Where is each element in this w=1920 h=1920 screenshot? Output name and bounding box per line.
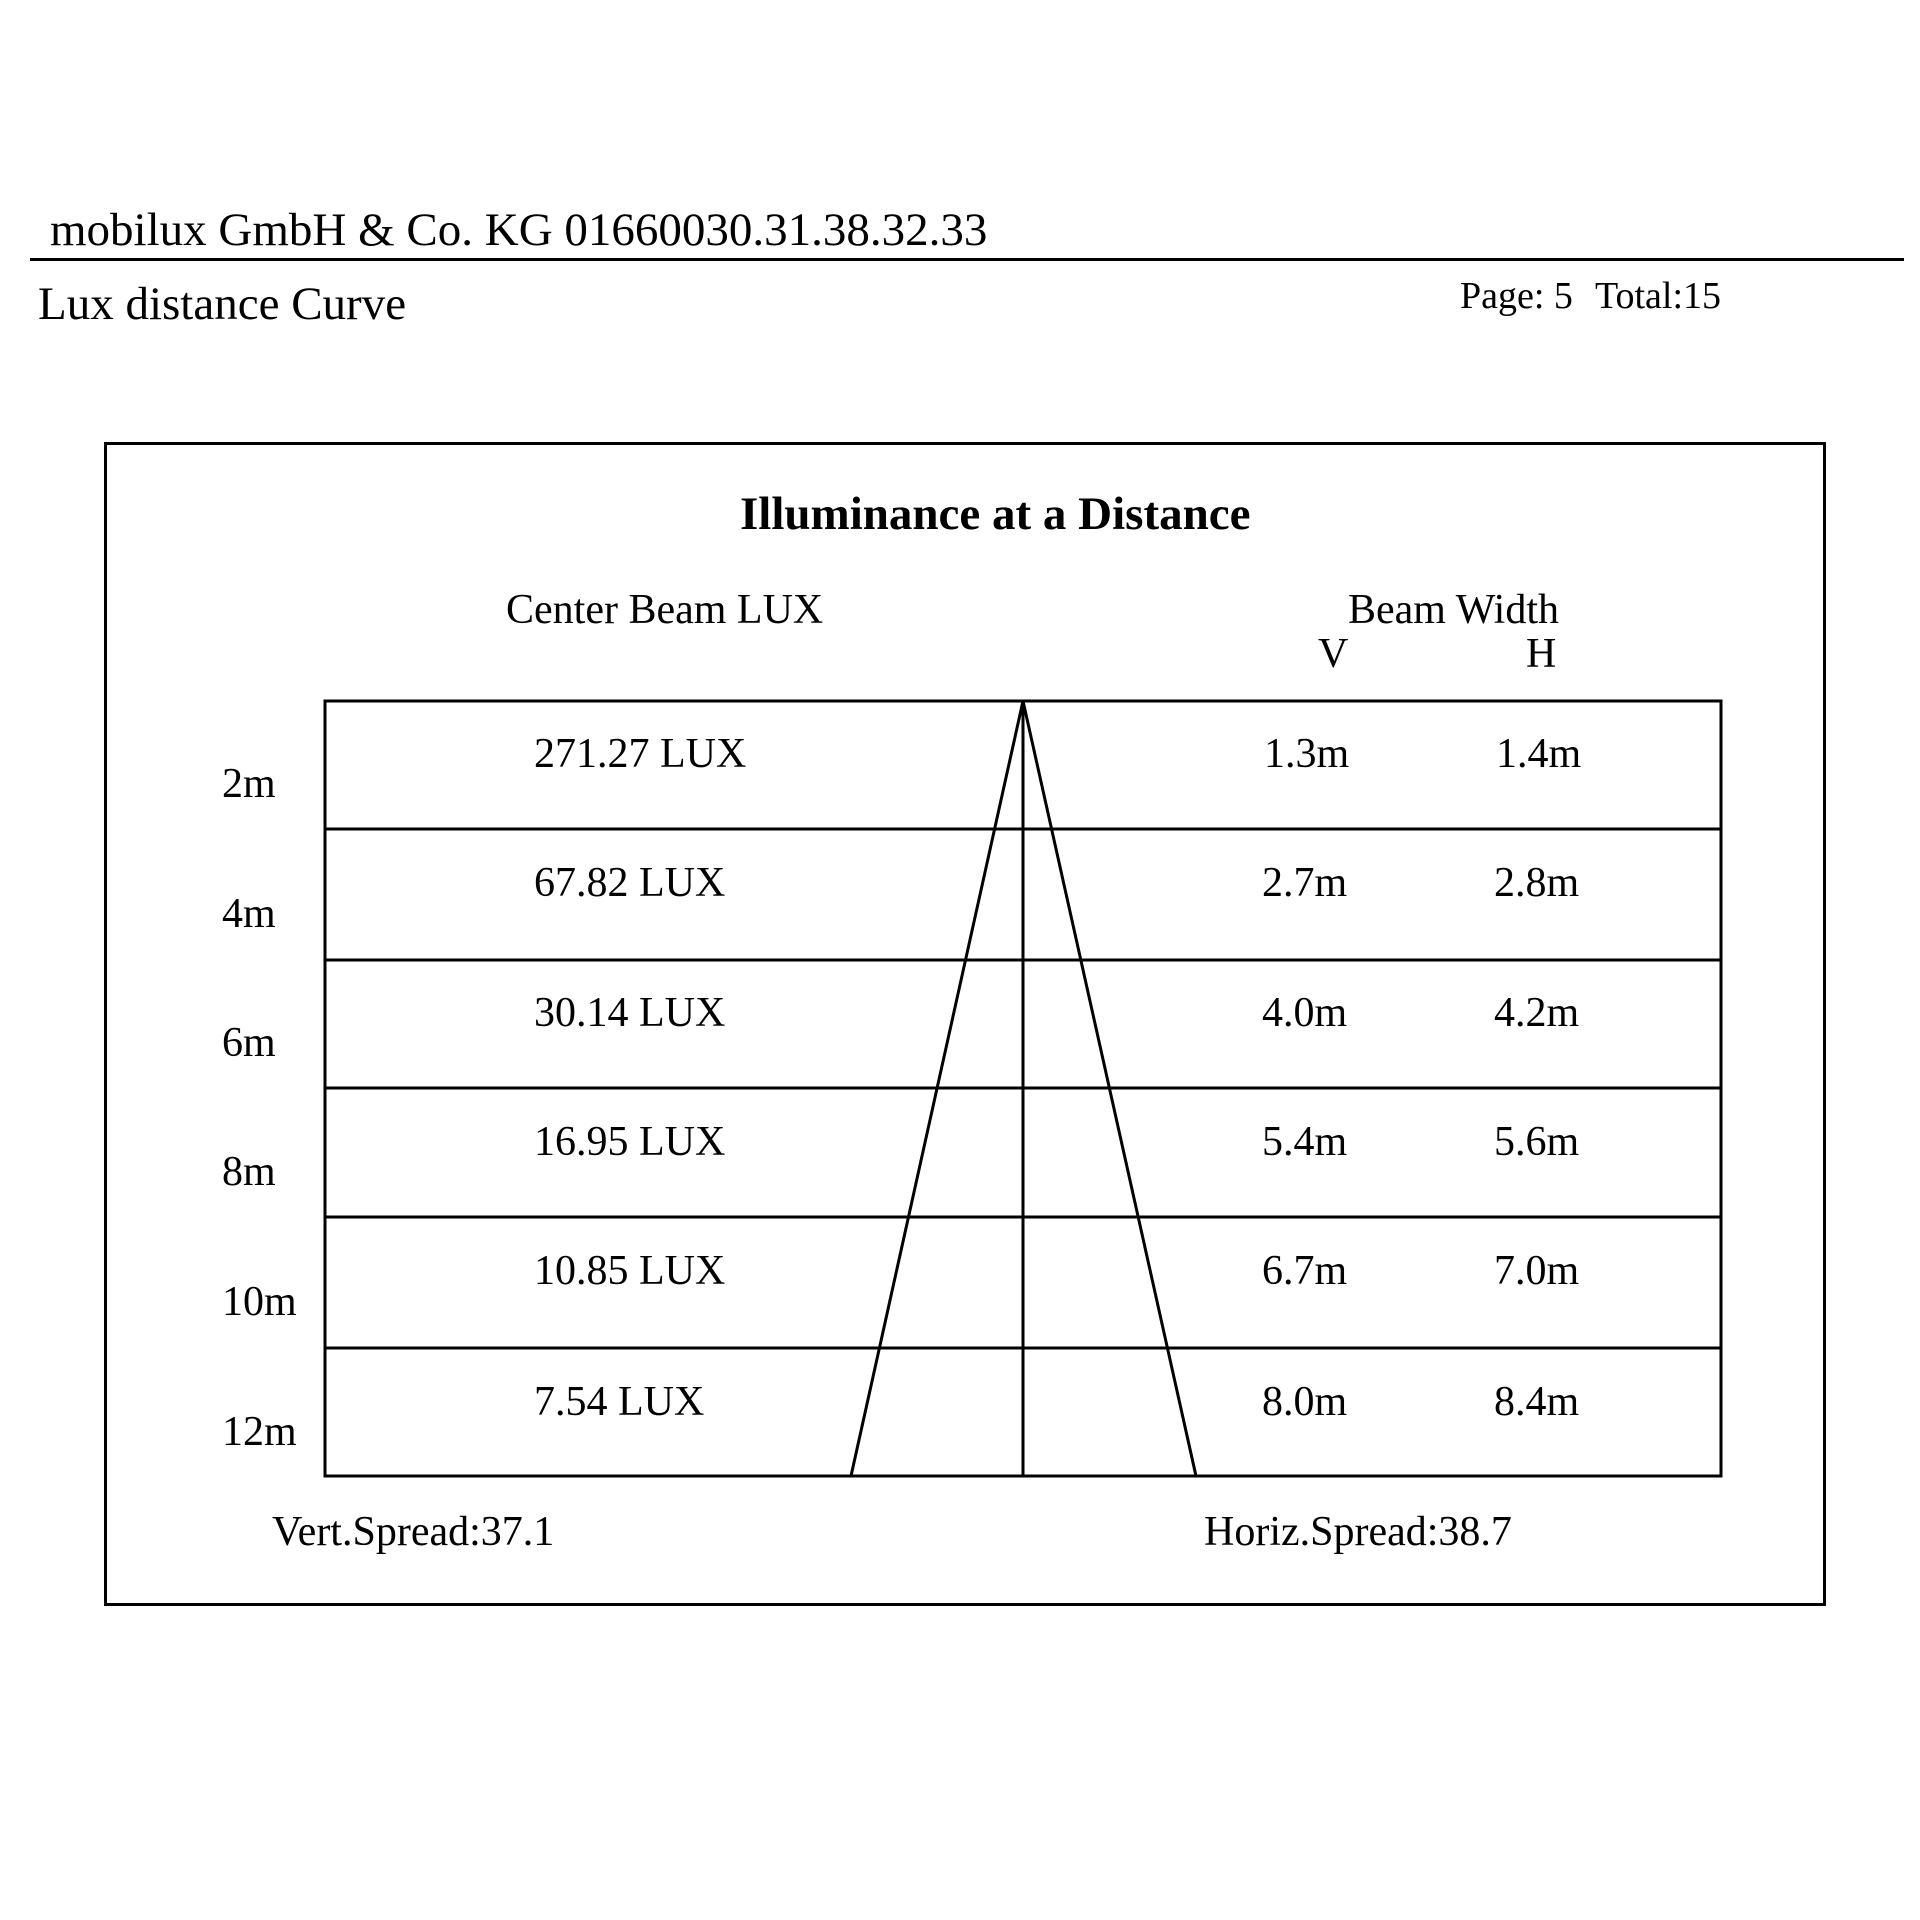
lux-value: 271.27 LUX	[534, 731, 747, 777]
horizontal-column-header: H	[1526, 631, 1557, 677]
beam-width-v: 5.4m	[1262, 1119, 1348, 1165]
lux-value: 7.54 LUX	[534, 1379, 705, 1425]
beam-width-h: 5.6m	[1494, 1119, 1580, 1165]
vertical-spread: Vert.Spread:37.1	[272, 1509, 555, 1555]
vertical-column-header: V	[1318, 631, 1349, 677]
distance-label: 10m	[222, 1279, 297, 1325]
beam-width-v: 4.0m	[1262, 990, 1348, 1036]
lux-value: 67.82 LUX	[534, 860, 726, 906]
page-total: Total:15	[1594, 275, 1722, 317]
beam-width-v: 8.0m	[1262, 1379, 1348, 1425]
beam-width-v: 2.7m	[1262, 860, 1348, 906]
beam-width-h: 8.4m	[1494, 1379, 1580, 1425]
beam-width-h: 1.4m	[1496, 731, 1582, 777]
company-header: mobilux GmbH & Co. KG 01660030.31.38.32.33	[50, 204, 988, 256]
distance-label: 8m	[222, 1149, 276, 1195]
chart-title: Illuminance at a Distance	[740, 488, 1251, 540]
lux-column-header: Center Beam LUX	[506, 587, 824, 633]
horizontal-spread: Horiz.Spread:38.7	[1204, 1509, 1512, 1555]
distance-label: 2m	[222, 761, 276, 807]
beam-width-h: 4.2m	[1494, 990, 1580, 1036]
lux-value: 10.85 LUX	[534, 1248, 726, 1294]
distance-label: 4m	[222, 891, 276, 937]
beam-width-v: 6.7m	[1262, 1248, 1348, 1294]
beam-width-h: 7.0m	[1494, 1248, 1580, 1294]
distance-label: 6m	[222, 1020, 276, 1066]
lux-value: 30.14 LUX	[534, 990, 726, 1036]
beam-width-header: Beam Width	[1348, 587, 1560, 633]
beam-width-v: 1.3m	[1264, 731, 1350, 777]
lux-value: 16.95 LUX	[534, 1119, 726, 1165]
page-number: Page: 5	[1460, 275, 1573, 317]
document-title: Lux distance Curve	[38, 278, 407, 330]
beam-width-h: 2.8m	[1494, 860, 1580, 906]
distance-label: 12m	[222, 1409, 297, 1455]
